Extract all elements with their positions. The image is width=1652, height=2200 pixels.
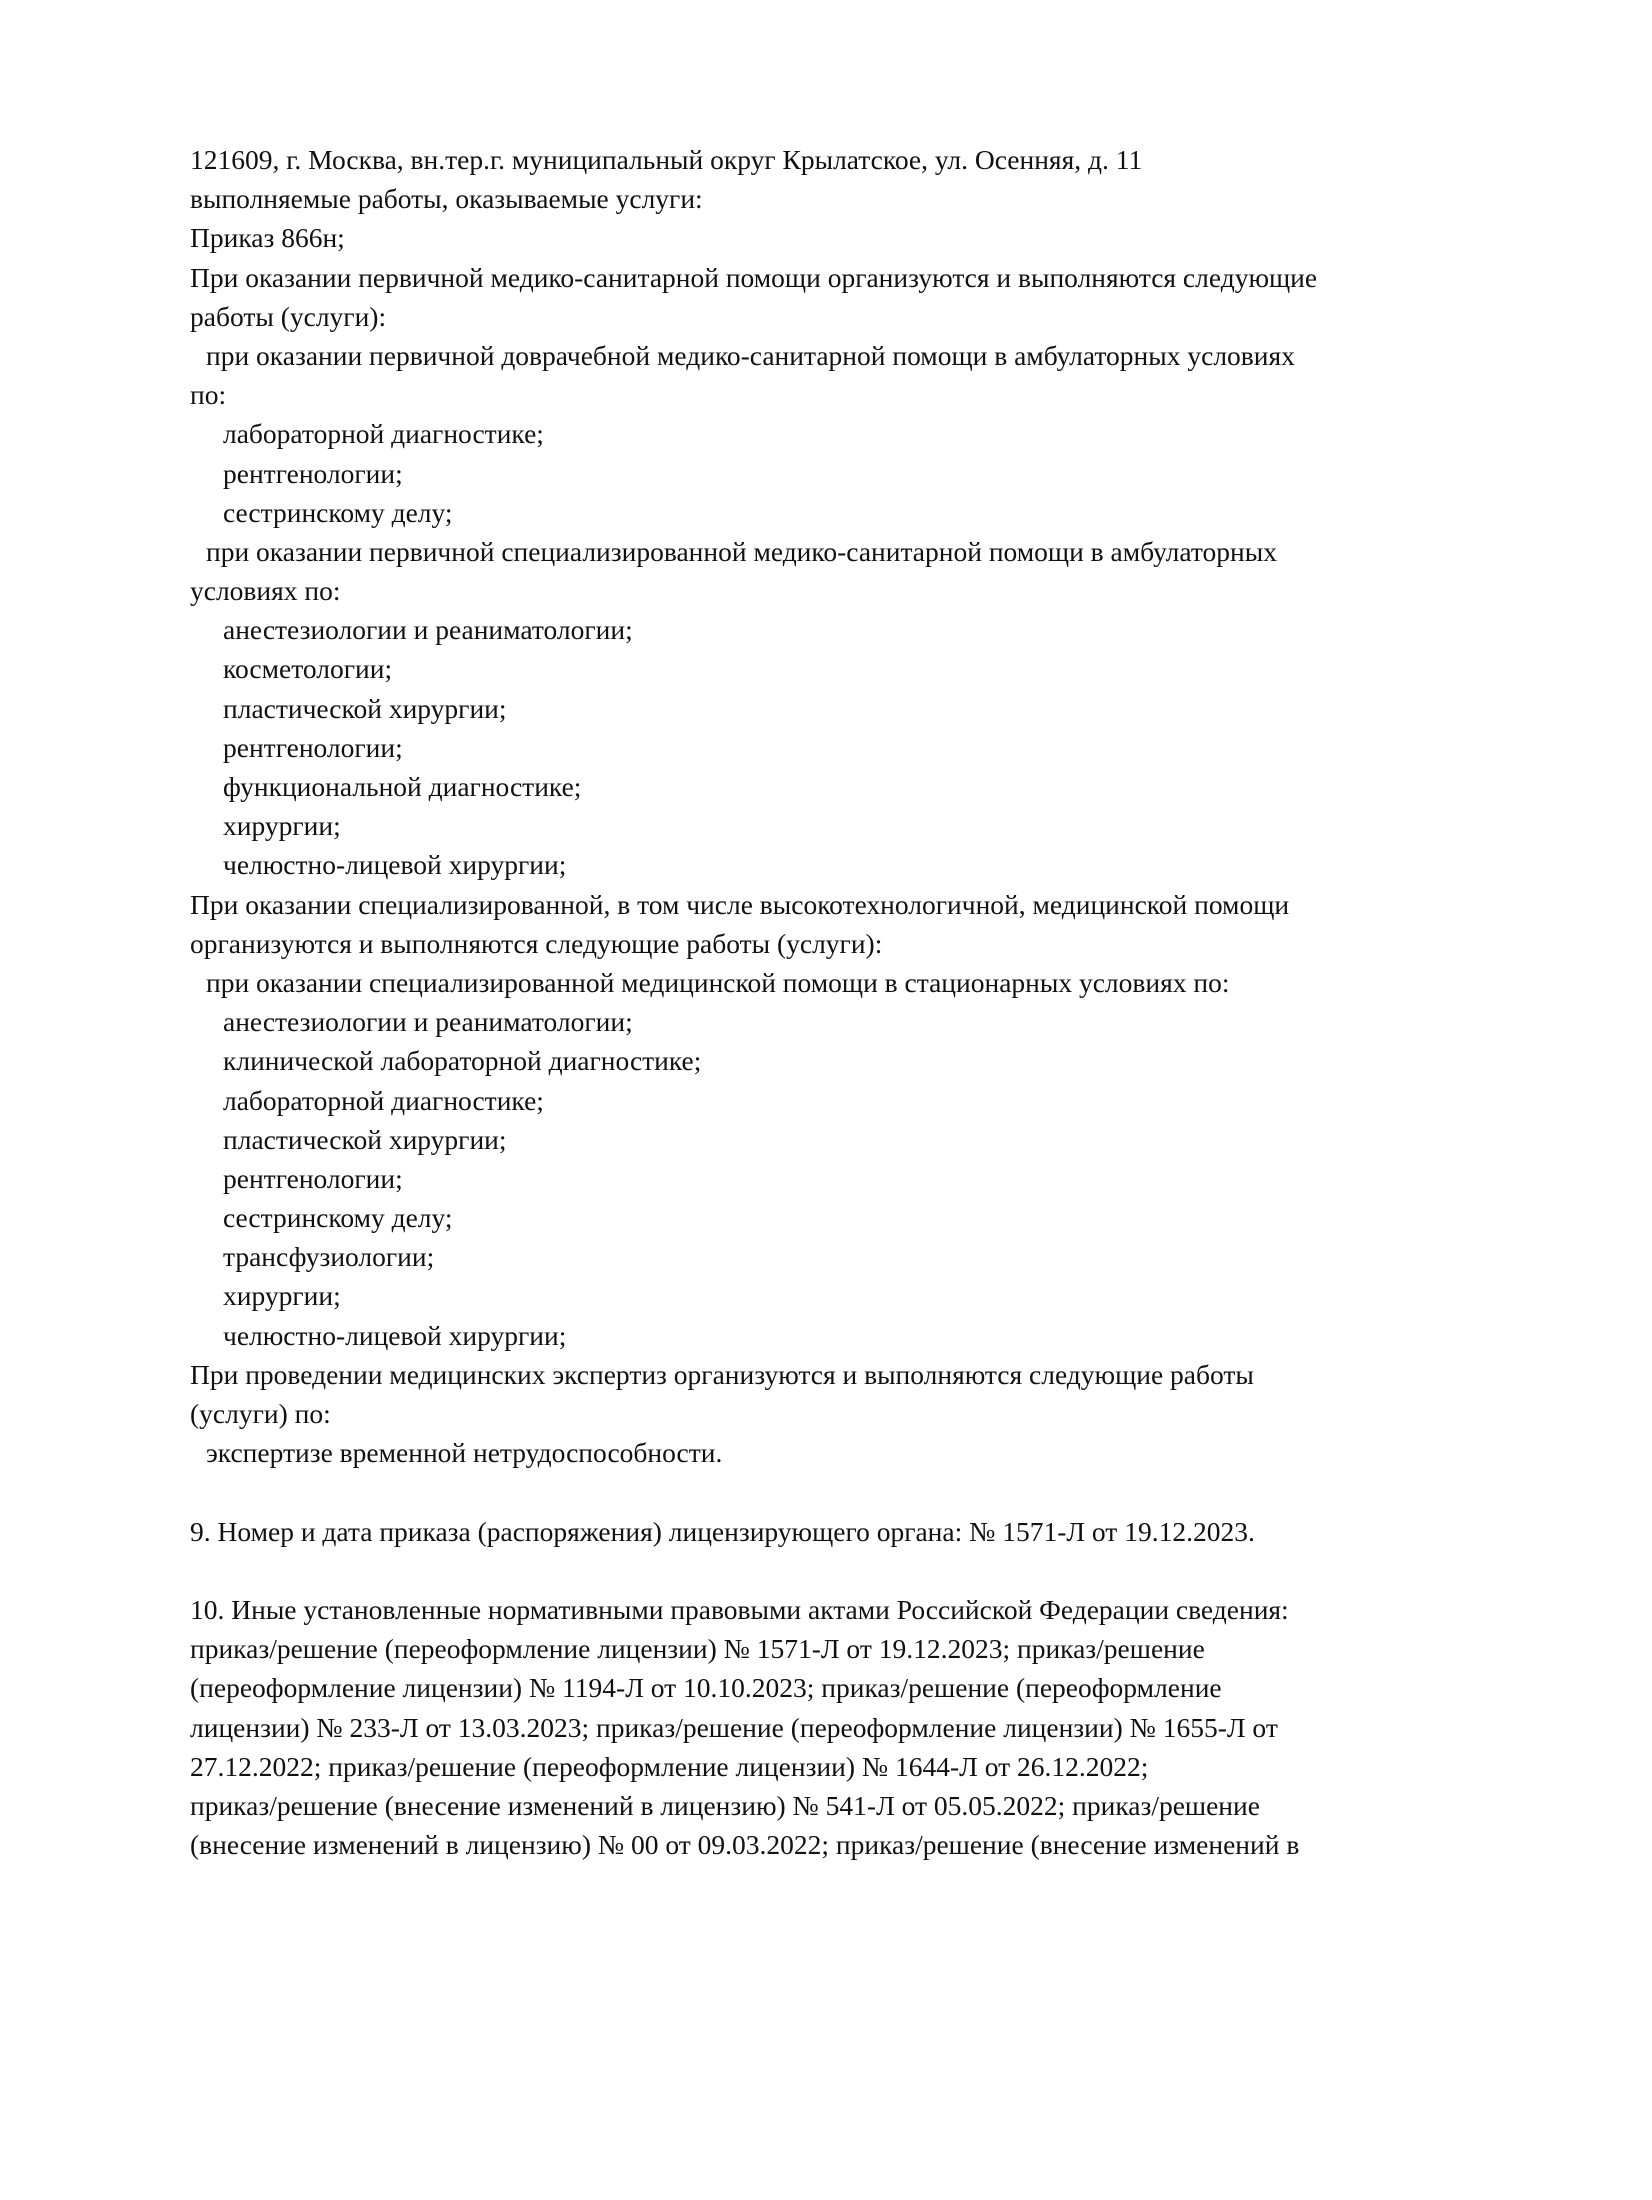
- list-item: рентгенологии;: [223, 731, 403, 763]
- list-item: функциональной диагностике;: [223, 771, 582, 802]
- order-line: Приказ 866н;: [190, 222, 345, 254]
- list-item: хирургии;: [223, 1280, 341, 1312]
- section-10-heading: 10. Иные установленные нормативными правовыми актами Российской Федерации сведения:: [190, 1593, 1289, 1625]
- section-10-line: приказ/решение (внесение изменений в лицензию) № 541-Л от 05.05.2022; приказ/решение: [190, 1789, 1260, 1821]
- list-item: рентгенологии;: [223, 457, 403, 489]
- list-item: челюстно-лицевой хирургии;: [223, 1319, 567, 1351]
- list-item: косметологии;: [223, 653, 393, 685]
- list-item: рентгенологии;: [223, 1162, 403, 1194]
- specialized-care-heading: При оказании специализированной, в том числе высокотехнологичной, медицинской помощи: [190, 888, 1290, 920]
- list-item: экспертизе временной нетрудоспособности.: [206, 1437, 723, 1469]
- list-item: сестринскому делу;: [223, 1202, 453, 1234]
- list-item: лабораторной диагностике;: [223, 418, 544, 450]
- spacer: [190, 1551, 1530, 1590]
- section-10-line: приказ/решение (переоформление лицензии) № 1571-Л от 19.12.2023; приказ/решение: [190, 1633, 1205, 1665]
- specialized-outpatient-heading-cont: условиях по:: [190, 575, 341, 607]
- spacer: [190, 1472, 1530, 1511]
- prehospital-heading-cont: по:: [190, 379, 227, 411]
- section-10-line: лицензии) № 233-Л от 13.03.2023; приказ/решение (переоформление лицензии) № 1655-Л от: [190, 1711, 1278, 1743]
- list-item: лабораторной диагностике;: [223, 1084, 544, 1116]
- list-item: анестезиологии и реаниматологии;: [223, 1006, 633, 1038]
- specialized-outpatient-heading: при оказании первичной специализированной медико-санитарной помощи в амбулаторных: [206, 535, 1277, 567]
- primary-care-heading: При оказании первичной медико-санитарной помощи организуются и выполняются следующие: [190, 261, 1318, 293]
- specialized-care-heading-cont: организуются и выполняются следующие работы (услуги):: [190, 927, 883, 959]
- works-label: выполняемые работы, оказываемые услуги:: [190, 183, 703, 215]
- list-item: сестринскому делу;: [223, 496, 453, 528]
- section-10-line: 27.12.2022; приказ/решение (переоформление лицензии) № 1644-Л от 26.12.2022;: [190, 1750, 1149, 1782]
- section-10-line: (переоформление лицензии) № 1194-Л от 10.10.2023; приказ/решение (переоформление: [190, 1672, 1222, 1704]
- document-page: [190, 140, 1530, 1864]
- list-item: клинической лабораторной диагностике;: [223, 1045, 702, 1077]
- prehospital-heading: при оказании первичной доврачебной медико-санитарной помощи в амбулаторных условиях: [206, 339, 1295, 371]
- inpatient-heading: при оказании специализированной медицинской помощи в стационарных условиях по:: [206, 966, 1230, 998]
- list-item: трансфузиологии;: [223, 1241, 435, 1273]
- list-item: хирургии;: [223, 810, 341, 842]
- primary-care-heading-cont: работы (услуги):: [190, 300, 387, 332]
- expertise-heading-cont: (услуги) по:: [190, 1398, 331, 1429]
- section-9: 9. Номер и дата приказа (распоряжения) лицензирующего органа: № 1571-Л от 19.12.2023.: [190, 1515, 1255, 1547]
- list-item: пластической хирургии;: [223, 1123, 507, 1155]
- list-item: пластической хирургии;: [223, 692, 507, 724]
- list-item: челюстно-лицевой хирургии;: [223, 849, 567, 881]
- expertise-heading: При проведении медицинских экспертиз организуются и выполняются следующие работы: [190, 1358, 1254, 1390]
- list-item: анестезиологии и реаниматологии;: [223, 614, 633, 646]
- address-line: 121609, г. Москва, вн.тер.г. муниципальный округ Крылатское, ул. Осенняя, д. 11: [190, 144, 1143, 175]
- section-10-line: (внесение изменений в лицензию) № 00 от 09.03.2022; приказ/решение (внесение изменений в: [190, 1829, 1300, 1861]
